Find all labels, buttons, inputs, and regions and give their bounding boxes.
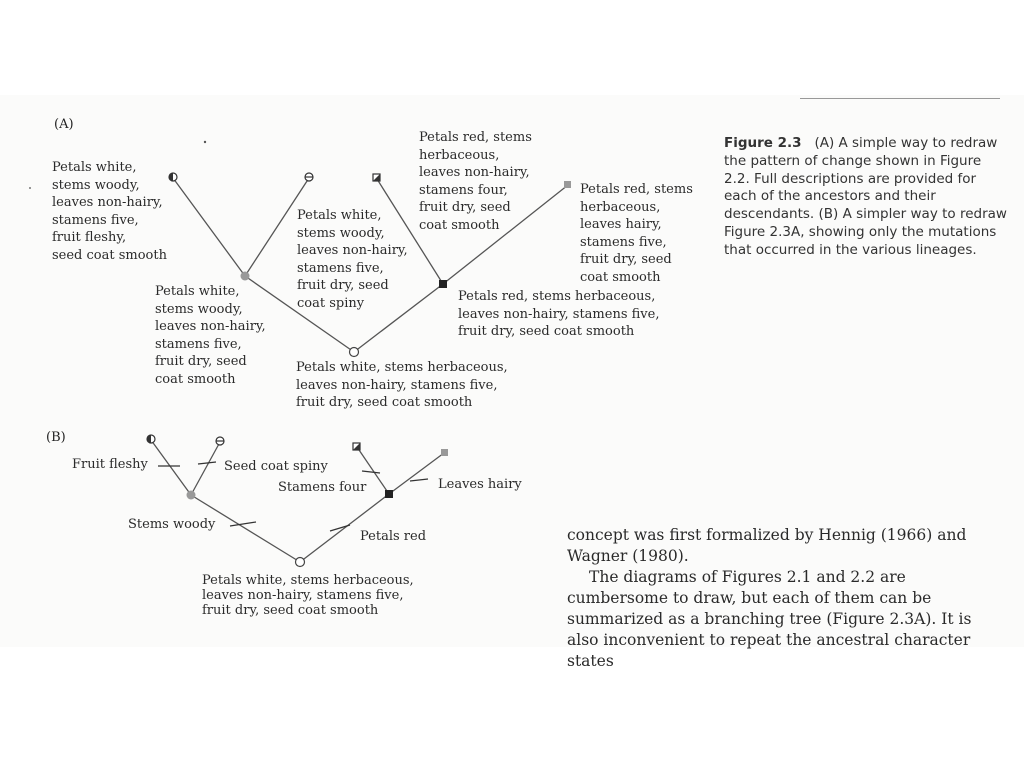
panel-a-taxon-1-label: Petals white, stems woody, leaves non-hairy, stamens five, fruit fleshy, seed coat smooth — [52, 160, 167, 263]
tick-stems-woody — [230, 522, 256, 526]
panel-a-taxon-2-label: Petals white, stems woody, leaves non-hairy, stamens five, fruit dry, seed coat spiny — [297, 208, 408, 311]
panel-a-root-label: Petals white, stems herbaceous, leaves non-hairy, stamens five, fruit dry, seed coat smooth — [296, 360, 508, 410]
page-speck — [204, 141, 206, 143]
panel-b-taxon-4-node — [441, 449, 448, 456]
mutation-label-petals-red: Petals red — [360, 529, 427, 544]
body-text — [567, 525, 997, 672]
panel-b-root-node — [296, 558, 305, 567]
panel-b-label: (B) — [46, 430, 66, 445]
panel-a-root-node — [350, 348, 359, 357]
mutation-label-fruit-fleshy: Fruit fleshy — [72, 457, 148, 472]
mutation-label-leaves-hairy: Leaves hairy — [438, 477, 522, 492]
panel-a-ancestor-red-node — [439, 280, 447, 288]
mutation-label-stems-woody: Stems woody — [128, 517, 216, 532]
panel-a-taxon-3-label: Petals red, stems herbaceous, leaves non-hairy, stamens four, fruit dry, seed coat smooth — [419, 130, 532, 233]
branch — [151, 440, 191, 495]
panel-a-taxon-3-node — [373, 174, 380, 181]
panel-b-root-label: Petals white, stems herbaceous, leaves non-hairy, stamens five, fruit dry, seed coat smooth — [202, 573, 414, 618]
panel-a-taxon-2-node — [305, 173, 313, 181]
panel-b-ancestor-red-node — [385, 490, 393, 498]
panel-a-label: (A) — [54, 117, 74, 132]
tick-seed-coat-spiny — [198, 462, 216, 464]
caption-text: (A) A simple way to redraw the pattern of change shown in Figure 2.2. Full descriptions are provided for each of the ancestors and their descendants. (B) A simpler way to redraw Figure 2.3A, showing only the mutations that occurred in the various lineages. — [724, 135, 1007, 258]
panel-b-ancestor-woody-node — [187, 491, 196, 500]
panel-b-taxon-3-node — [353, 443, 360, 450]
panel-a-taxon-4-label: Petals red, stems herbaceous, leaves hairy, stamens five, fruit dry, seed coat smooth — [580, 182, 693, 285]
branch — [389, 453, 444, 494]
mutation-label-seed-coat-spiny: Seed coat spiny — [224, 459, 328, 474]
panel-a-taxon-1-node — [169, 173, 177, 181]
branch — [191, 442, 220, 495]
branch — [173, 178, 245, 276]
panel-a-ancestor-woody-label: Petals white, stems woody, leaves non-hairy, stamens five, fruit dry, seed coat smooth — [155, 284, 266, 387]
body-paragraph-2: The diagrams of Figures 2.1 and 2.2 are cumbersome to draw, but each of them can be summarized as a branching tree (Figure 2.3A). It is also inconvenient to repeat the ancestral character states — [567, 568, 972, 670]
mutation-label-stamens-four: Stamens four — [278, 480, 367, 495]
figure-caption — [724, 135, 1009, 260]
tick-stamens-four — [362, 471, 380, 473]
panel-b-taxon-1-node — [147, 435, 155, 443]
caption-title: Figure 2.3 — [724, 135, 802, 151]
panel-a-ancestor-woody-node — [241, 272, 250, 281]
tick-petals-red — [330, 525, 350, 531]
textbook-page — [0, 95, 1024, 670]
panel-b-taxon-2-node — [216, 437, 224, 445]
page-speck — [29, 187, 31, 189]
body-paragraph-1: concept was first formalized by Hennig (1966) and Wagner (1980). — [567, 526, 967, 565]
tick-leaves-hairy — [410, 479, 428, 481]
panel-a-taxon-4-node — [564, 181, 571, 188]
panel-a-ancestor-red-label: Petals red, stems herbaceous, leaves non-hairy, stamens five, fruit dry, seed coat smooth — [458, 289, 660, 339]
